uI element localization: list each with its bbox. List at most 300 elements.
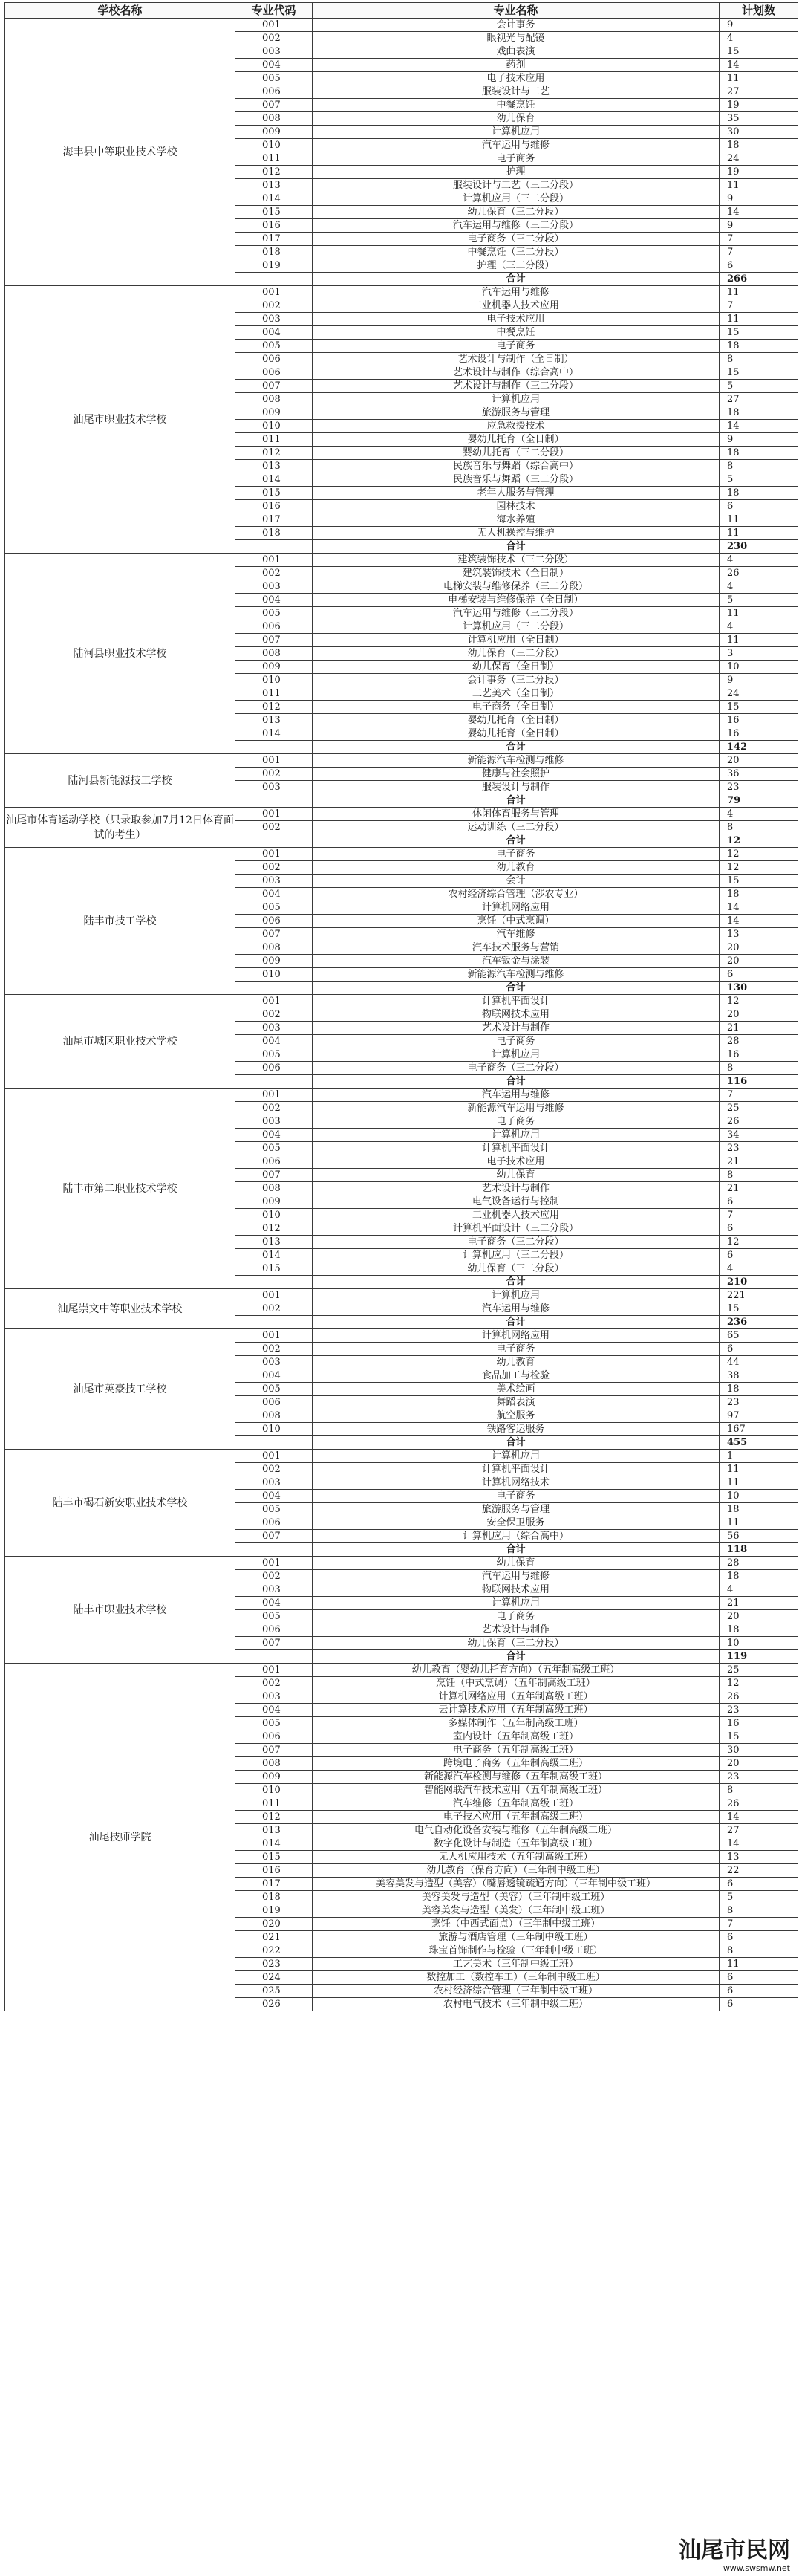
plan-count-cell: 26	[720, 1115, 798, 1129]
major-name-cell: 铁路客运服务	[313, 1423, 720, 1436]
major-name-cell: 婴幼儿托育（全日制）	[313, 727, 720, 741]
plan-count-cell: 11	[720, 1476, 798, 1490]
plan-count-cell: 30	[720, 126, 798, 139]
plan-count-cell: 18	[720, 888, 798, 901]
major-name-cell: 幼儿保育（三二分段）	[313, 1637, 720, 1650]
plan-count-cell: 14	[720, 915, 798, 928]
major-name-cell: 新能源汽车检测与维修（五年制高级工班）	[313, 1771, 720, 1784]
major-name-cell: 计算机网络技术	[313, 1476, 720, 1490]
school-name-cell: 陆丰市技工学校	[5, 848, 235, 995]
major-code-cell: 006	[235, 1623, 313, 1637]
plan-count-cell: 8	[720, 1062, 798, 1075]
plan-count-cell: 6	[720, 968, 798, 982]
plan-count-cell: 11	[720, 607, 798, 620]
major-name-cell: 幼儿保育（三二分段）	[313, 1262, 720, 1276]
major-code-cell: 004	[235, 888, 313, 901]
plan-count-cell: 8	[720, 1169, 798, 1182]
header-row	[5, 3, 798, 19]
major-name-cell: 汽车维修（五年制高级工班）	[313, 1797, 720, 1811]
major-code-cell: 003	[235, 1476, 313, 1490]
major-name-cell: 工艺美术（全日制）	[313, 687, 720, 701]
major-code-cell: 019	[235, 1904, 313, 1918]
plan-count-cell: 8	[720, 460, 798, 473]
major-name-cell: 计算机平面设计（三二分段）	[313, 1222, 720, 1236]
table-row	[5, 19, 798, 32]
major-name-cell: 电子商务（三二分段）	[313, 1236, 720, 1249]
major-code-cell: 001	[235, 1329, 313, 1343]
plan-count-cell: 8	[720, 1904, 798, 1918]
major-code-cell: 012	[235, 447, 313, 460]
plan-count-cell: 15	[720, 875, 798, 888]
plan-count-cell: 8	[720, 1784, 798, 1797]
major-code-cell: 012	[235, 1222, 313, 1236]
total-blank-cell	[235, 1075, 313, 1089]
plan-count-cell: 6	[720, 1878, 798, 1891]
total-blank-cell	[235, 741, 313, 754]
plan-count-cell: 15	[720, 366, 798, 380]
table-row	[5, 808, 798, 821]
major-name-cell: 安全保卫服务	[313, 1516, 720, 1530]
major-name-cell: 电子商务	[313, 1343, 720, 1356]
table-row	[5, 1664, 798, 1677]
major-code-cell: 006	[235, 353, 313, 366]
major-name-cell: 民族音乐与舞蹈（综合高中）	[313, 460, 720, 473]
major-code-cell: 017	[235, 513, 313, 527]
total-blank-cell	[235, 794, 313, 808]
total-value: 12	[720, 834, 798, 848]
major-code-cell: 002	[235, 1102, 313, 1115]
major-name-cell: 电子商务（五年制高级工班）	[313, 1744, 720, 1757]
plan-count-cell: 23	[720, 1396, 798, 1409]
total-blank-cell	[235, 1436, 313, 1450]
major-code-cell: 003	[235, 45, 313, 59]
major-code-cell: 017	[235, 233, 313, 246]
plan-count-cell: 6	[720, 259, 798, 273]
plan-count-cell: 18	[720, 1623, 798, 1637]
major-code-cell: 018	[235, 1891, 313, 1904]
plan-count-cell: 14	[720, 1811, 798, 1824]
plan-count-cell: 9	[720, 19, 798, 32]
plan-count-cell: 12	[720, 1236, 798, 1249]
major-code-cell: 008	[235, 393, 313, 406]
major-code-cell: 004	[235, 1490, 313, 1503]
major-name-cell: 电子商务	[313, 1490, 720, 1503]
major-name-cell: 服装设计与工艺（三二分段）	[313, 179, 720, 192]
major-code-cell: 015	[235, 206, 313, 219]
plan-count-cell: 44	[720, 1356, 798, 1369]
plan-count-cell: 23	[720, 781, 798, 794]
major-code-cell: 003	[235, 781, 313, 794]
major-code-cell: 012	[235, 1811, 313, 1824]
plan-count-cell: 25	[720, 1102, 798, 1115]
major-name-cell: 园林技术	[313, 500, 720, 513]
school-name-cell: 陆丰市职业技术学校	[5, 1557, 235, 1664]
major-name-cell: 计算机平面设计	[313, 995, 720, 1008]
major-name-cell: 云计算技术应用（五年制高级工班）	[313, 1704, 720, 1717]
plan-count-cell: 7	[720, 1089, 798, 1102]
plan-count-cell: 15	[720, 701, 798, 714]
major-name-cell: 会计事务	[313, 19, 720, 32]
major-name-cell: 美术绘画	[313, 1383, 720, 1396]
major-code-cell: 016	[235, 500, 313, 513]
major-code-cell: 005	[235, 1717, 313, 1730]
major-name-cell: 计算机网络应用	[313, 1329, 720, 1343]
major-name-cell: 海水养殖	[313, 513, 720, 527]
major-code-cell: 006	[235, 366, 313, 380]
major-code-cell: 005	[235, 1048, 313, 1062]
plan-count-cell: 15	[720, 1302, 798, 1316]
table-row	[5, 1329, 798, 1343]
major-code-cell: 013	[235, 714, 313, 727]
plan-count-cell: 26	[720, 1797, 798, 1811]
plan-count-cell: 36	[720, 768, 798, 781]
plan-count-cell: 12	[720, 1677, 798, 1690]
plan-count-cell: 4	[720, 554, 798, 567]
major-name-cell: 计算机应用	[313, 1289, 720, 1302]
major-name-cell: 计算机应用	[313, 1597, 720, 1610]
enrollment-plan-table	[4, 2, 798, 2011]
major-name-cell: 物联网技术应用	[313, 1008, 720, 1022]
plan-count-cell: 11	[720, 513, 798, 527]
plan-count-cell: 20	[720, 1008, 798, 1022]
total-value: 79	[720, 794, 798, 808]
total-blank-cell	[235, 1316, 313, 1329]
major-code-cell: 005	[235, 901, 313, 915]
watermark-url: www.swsmw.net	[723, 2563, 790, 2573]
major-code-cell: 005	[235, 1610, 313, 1623]
major-code-cell: 008	[235, 1757, 313, 1771]
plan-count-cell: 22	[720, 1864, 798, 1878]
plan-count-cell: 27	[720, 85, 798, 99]
major-code-cell: 007	[235, 1744, 313, 1757]
plan-count-cell: 7	[720, 299, 798, 313]
plan-count-cell: 20	[720, 941, 798, 955]
major-name-cell: 美容美发与造型（美容）（嘴唇透镜疏通方向）（三年制中级工班）	[313, 1878, 720, 1891]
major-code-cell: 010	[235, 1784, 313, 1797]
total-blank-cell	[235, 273, 313, 286]
plan-count-cell: 18	[720, 1383, 798, 1396]
major-name-cell: 艺术设计与制作（全日制）	[313, 353, 720, 366]
plan-count-cell: 4	[720, 32, 798, 45]
major-name-cell: 工艺美术（三年制中级工班）	[313, 1958, 720, 1971]
plan-count-cell: 9	[720, 433, 798, 447]
plan-count-cell: 11	[720, 313, 798, 326]
major-code-cell: 015	[235, 1851, 313, 1864]
major-name-cell: 工业机器人技术应用	[313, 1209, 720, 1222]
major-code-cell: 010	[235, 139, 313, 152]
major-name-cell: 计算机应用（三二分段）	[313, 192, 720, 206]
major-code-cell: 006	[235, 85, 313, 99]
plan-count-cell: 14	[720, 420, 798, 433]
major-name-cell: 农村经济综合管理（涉农专业）	[313, 888, 720, 901]
major-name-cell: 电子商务（全日制）	[313, 701, 720, 714]
major-code-cell: 008	[235, 941, 313, 955]
plan-count-cell: 20	[720, 1757, 798, 1771]
major-code-cell: 004	[235, 594, 313, 607]
major-name-cell: 汽车运用与维修	[313, 286, 720, 299]
plan-count-cell: 18	[720, 487, 798, 500]
school-name-cell: 陆河县职业技术学校	[5, 554, 235, 754]
major-name-cell: 健康与社会照护	[313, 768, 720, 781]
major-code-cell: 001	[235, 754, 313, 768]
total-label: 合计	[313, 834, 720, 848]
plan-count-cell: 7	[720, 1209, 798, 1222]
major-name-cell: 汽车运用与维修（三二分段）	[313, 219, 720, 233]
plan-count-cell: 16	[720, 1048, 798, 1062]
major-code-cell: 013	[235, 1236, 313, 1249]
major-name-cell: 幼儿教育（婴幼儿托育方向）（五年制高级工班）	[313, 1664, 720, 1677]
major-name-cell: 旅游服务与管理	[313, 1503, 720, 1516]
major-name-cell: 物联网技术应用	[313, 1583, 720, 1597]
major-code-cell: 001	[235, 1664, 313, 1677]
major-name-cell: 汽车技术服务与营销	[313, 941, 720, 955]
plan-count-cell: 21	[720, 1182, 798, 1195]
plan-count-cell: 97	[720, 1409, 798, 1423]
major-name-cell: 农村电气技术（三年制中级工班）	[313, 1998, 720, 2011]
plan-count-cell: 23	[720, 1771, 798, 1784]
plan-count-cell: 21	[720, 1155, 798, 1169]
school-name-cell: 汕尾崇文中等职业技术学校	[5, 1289, 235, 1329]
major-name-cell: 计算机应用（三二分段）	[313, 1249, 720, 1262]
plan-count-cell: 12	[720, 861, 798, 875]
major-name-cell: 幼儿保育（全日制）	[313, 661, 720, 674]
major-code-cell: 003	[235, 1583, 313, 1597]
major-code-cell: 007	[235, 928, 313, 941]
major-name-cell: 电子商务（三二分段）	[313, 1062, 720, 1075]
plan-count-cell: 18	[720, 1503, 798, 1516]
table-row	[5, 754, 798, 768]
major-code-cell: 010	[235, 420, 313, 433]
major-code-cell: 026	[235, 1998, 313, 2011]
major-code-cell: 007	[235, 634, 313, 647]
plan-count-cell: 12	[720, 995, 798, 1008]
total-value: 118	[720, 1543, 798, 1557]
major-name-cell: 计算机应用	[313, 126, 720, 139]
total-value: 119	[720, 1650, 798, 1664]
major-code-cell: 004	[235, 1704, 313, 1717]
plan-count-cell: 18	[720, 340, 798, 353]
major-name-cell: 中餐烹饪	[313, 326, 720, 340]
major-code-cell: 017	[235, 1878, 313, 1891]
header-school: 学校名称	[5, 3, 235, 19]
major-code-cell: 001	[235, 286, 313, 299]
major-code-cell: 008	[235, 1409, 313, 1423]
total-blank-cell	[235, 982, 313, 995]
plan-count-cell: 14	[720, 901, 798, 915]
major-name-cell: 电子商务	[313, 152, 720, 166]
school-name-cell: 陆丰市第二职业技术学校	[5, 1089, 235, 1289]
plan-count-cell: 3	[720, 647, 798, 661]
major-code-cell: 004	[235, 326, 313, 340]
school-name-cell: 陆河县新能源技工学校	[5, 754, 235, 808]
major-code-cell: 016	[235, 219, 313, 233]
major-name-cell: 会计	[313, 875, 720, 888]
major-name-cell: 电梯安装与维修保养（全日制）	[313, 594, 720, 607]
major-name-cell: 艺术设计与制作（综合高中）	[313, 366, 720, 380]
major-name-cell: 计算机应用（综合高中）	[313, 1530, 720, 1543]
major-code-cell: 003	[235, 1690, 313, 1704]
plan-count-cell: 28	[720, 1035, 798, 1048]
major-name-cell: 食品加工与检验	[313, 1369, 720, 1383]
major-name-cell: 计算机平面设计	[313, 1463, 720, 1476]
plan-count-cell: 12	[720, 848, 798, 861]
major-code-cell: 003	[235, 1115, 313, 1129]
major-name-cell: 电子商务	[313, 1035, 720, 1048]
plan-count-cell: 6	[720, 1985, 798, 1998]
plan-count-cell: 18	[720, 406, 798, 420]
major-code-cell: 010	[235, 1423, 313, 1436]
major-code-cell: 013	[235, 179, 313, 192]
major-name-cell: 汽车运用与维修	[313, 1302, 720, 1316]
major-code-cell: 009	[235, 126, 313, 139]
plan-count-cell: 25	[720, 1664, 798, 1677]
plan-count-cell: 5	[720, 473, 798, 487]
plan-count-cell: 4	[720, 808, 798, 821]
plan-count-cell: 8	[720, 821, 798, 834]
major-code-cell: 011	[235, 1797, 313, 1811]
total-label: 合计	[313, 741, 720, 754]
major-name-cell: 电子商务	[313, 1115, 720, 1129]
plan-count-cell: 11	[720, 527, 798, 540]
plan-count-cell: 20	[720, 754, 798, 768]
major-name-cell: 烹饪（中式烹调）	[313, 915, 720, 928]
plan-count-cell: 28	[720, 1557, 798, 1570]
header-major: 专业名称	[313, 3, 720, 19]
major-name-cell: 汽车运用与维修	[313, 1089, 720, 1102]
major-name-cell: 电梯安装与维修保养（三二分段）	[313, 580, 720, 594]
major-name-cell: 老年人服务与管理	[313, 487, 720, 500]
major-name-cell: 婴幼儿托育（全日制）	[313, 714, 720, 727]
major-code-cell: 006	[235, 1516, 313, 1530]
major-name-cell: 运动训练（三二分段）	[313, 821, 720, 834]
major-name-cell: 工业机器人技术应用	[313, 299, 720, 313]
total-value: 230	[720, 540, 798, 554]
major-code-cell: 005	[235, 340, 313, 353]
plan-count-cell: 14	[720, 59, 798, 72]
major-name-cell: 珠宝首饰制作与检验（三年制中级工班）	[313, 1944, 720, 1958]
major-code-cell: 009	[235, 661, 313, 674]
plan-count-cell: 27	[720, 393, 798, 406]
plan-count-cell: 24	[720, 687, 798, 701]
total-value: 266	[720, 273, 798, 286]
major-name-cell: 航空服务	[313, 1409, 720, 1423]
major-code-cell: 011	[235, 687, 313, 701]
plan-count-cell: 14	[720, 1837, 798, 1851]
major-name-cell: 计算机应用	[313, 1129, 720, 1142]
major-code-cell: 008	[235, 1182, 313, 1195]
plan-count-cell: 6	[720, 1998, 798, 2011]
major-name-cell: 休闲体育服务与管理	[313, 808, 720, 821]
plan-count-cell: 13	[720, 928, 798, 941]
major-code-cell: 002	[235, 768, 313, 781]
plan-count-cell: 167	[720, 1423, 798, 1436]
plan-count-cell: 9	[720, 674, 798, 687]
major-code-cell: 001	[235, 554, 313, 567]
major-name-cell: 电子商务	[313, 1610, 720, 1623]
major-name-cell: 电子技术应用（五年制高级工班）	[313, 1811, 720, 1824]
plan-count-cell: 11	[720, 1958, 798, 1971]
plan-count-cell: 9	[720, 192, 798, 206]
table-row	[5, 848, 798, 861]
major-code-cell: 006	[235, 1730, 313, 1744]
plan-count-cell: 7	[720, 246, 798, 259]
major-name-cell: 汽车钣金与涂装	[313, 955, 720, 968]
plan-count-cell: 8	[720, 1944, 798, 1958]
major-name-cell: 计算机应用（三二分段）	[313, 620, 720, 634]
plan-count-cell: 10	[720, 1490, 798, 1503]
total-value: 142	[720, 741, 798, 754]
major-name-cell: 电子技术应用	[313, 72, 720, 85]
total-label: 合计	[313, 1436, 720, 1450]
plan-count-cell: 10	[720, 1637, 798, 1650]
plan-count-cell: 15	[720, 45, 798, 59]
enrollment-plan-sheet	[4, 2, 798, 2011]
major-code-cell: 011	[235, 433, 313, 447]
major-name-cell: 汽车运用与维修	[313, 1570, 720, 1583]
major-code-cell: 005	[235, 72, 313, 85]
major-code-cell: 024	[235, 1971, 313, 1985]
school-name-cell: 海丰县中等职业技术学校	[5, 19, 235, 286]
plan-count-cell: 5	[720, 594, 798, 607]
total-label: 合计	[313, 273, 720, 286]
major-name-cell: 数字化设计与制造（五年制高级工班）	[313, 1837, 720, 1851]
major-code-cell: 010	[235, 968, 313, 982]
major-code-cell: 002	[235, 1008, 313, 1022]
major-code-cell: 023	[235, 1958, 313, 1971]
major-code-cell: 013	[235, 1824, 313, 1837]
plan-count-cell: 7	[720, 233, 798, 246]
major-name-cell: 计算机应用	[313, 1048, 720, 1062]
plan-count-cell: 30	[720, 1744, 798, 1757]
major-code-cell: 004	[235, 59, 313, 72]
major-name-cell: 中餐烹饪	[313, 99, 720, 112]
major-code-cell: 015	[235, 1262, 313, 1276]
plan-count-cell: 18	[720, 1570, 798, 1583]
plan-count-cell: 27	[720, 1824, 798, 1837]
school-name-cell: 汕尾技师学院	[5, 1664, 235, 2011]
major-name-cell: 烹饪（中西式面点）（三年制中级工班）	[313, 1918, 720, 1931]
major-code-cell: 003	[235, 313, 313, 326]
major-code-cell: 007	[235, 1169, 313, 1182]
major-name-cell: 幼儿教育（保育方向）（三年制中级工班）	[313, 1864, 720, 1878]
plan-count-cell: 19	[720, 99, 798, 112]
major-code-cell: 006	[235, 620, 313, 634]
plan-count-cell: 11	[720, 1516, 798, 1530]
plan-count-cell: 16	[720, 727, 798, 741]
major-code-cell: 010	[235, 674, 313, 687]
major-name-cell: 药剂	[313, 59, 720, 72]
major-code-cell: 002	[235, 1570, 313, 1583]
major-name-cell: 艺术设计与制作	[313, 1623, 720, 1637]
school-name-cell: 陆丰市碣石新安职业技术学校	[5, 1450, 235, 1557]
table-row	[5, 286, 798, 299]
table-row	[5, 1089, 798, 1102]
major-code-cell: 007	[235, 380, 313, 393]
major-name-cell: 计算机应用	[313, 1450, 720, 1463]
total-value: 210	[720, 1276, 798, 1289]
major-code-cell: 014	[235, 1249, 313, 1262]
total-label: 合计	[313, 1650, 720, 1664]
total-label: 合计	[313, 794, 720, 808]
major-code-cell: 025	[235, 1985, 313, 1998]
major-code-cell: 008	[235, 112, 313, 126]
plan-count-cell: 6	[720, 1195, 798, 1209]
major-name-cell: 眼视光与配镜	[313, 32, 720, 45]
plan-count-cell: 1	[720, 1450, 798, 1463]
major-name-cell: 幼儿保育（三二分段）	[313, 647, 720, 661]
major-code-cell: 002	[235, 1677, 313, 1690]
major-code-cell: 009	[235, 406, 313, 420]
